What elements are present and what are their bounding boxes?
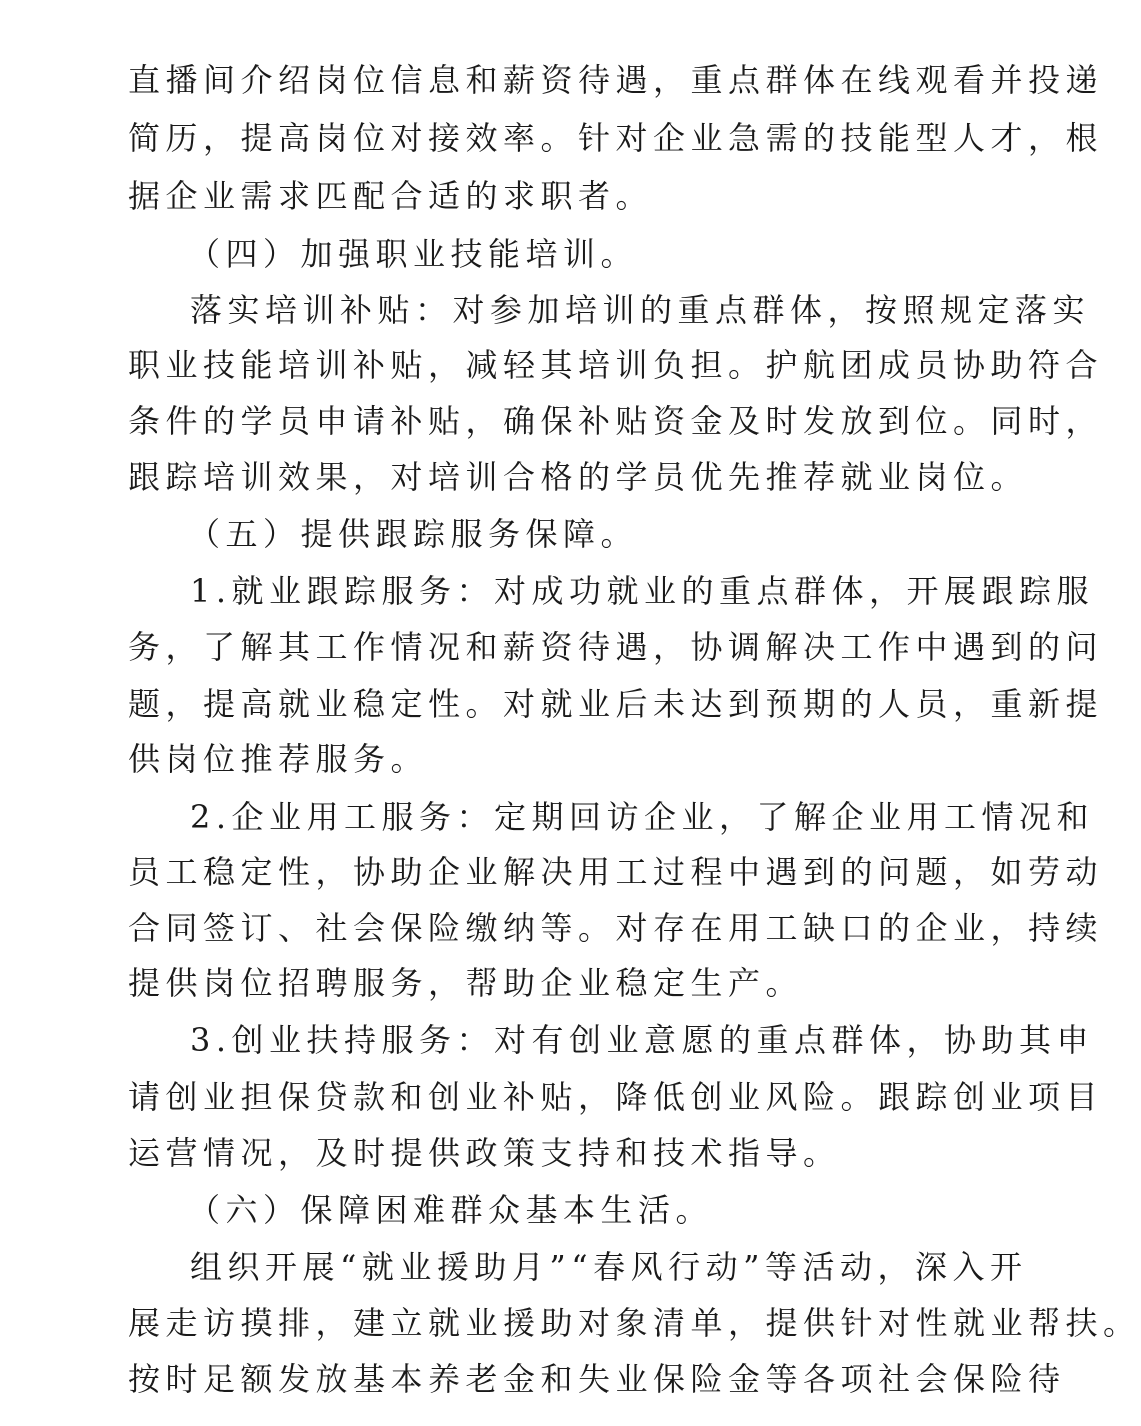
text-line: 员工稳定性，协助企业解决用工过程中遇到的问题，如劳动 [128,853,1104,891]
text-line: 跟踪培训效果，对培训合格的学员优先推荐就业岗位。 [128,458,1029,496]
paragraph-start: 3.创业扶持服务：对有创业意愿的重点群体，协助其申 [190,1021,1095,1059]
text-line: 展走访摸排，建立就业援助对象清单，提供针对性就业帮扶。 [128,1304,1141,1342]
paragraph-start: 2.企业用工服务：定期回访企业，了解企业用工情况和 [190,798,1095,836]
text-line: 据企业需求匹配合适的求职者。 [128,177,654,215]
text-line: 务，了解其工作情况和薪资待遇，协调解决工作中遇到的问 [128,628,1104,666]
text-line: 请创业担保贷款和创业补贴，降低创业风险。跟踪创业项目 [128,1078,1104,1116]
text-line: 条件的学员申请补贴，确保补贴资金及时发放到位。同时， [128,402,1104,440]
text-line: 职业技能培训补贴，减轻其培训负担。护航团成员协助符合 [128,346,1104,384]
text-line: 题，提高就业稳定性。对就业后未达到预期的人员，重新提 [128,685,1104,723]
paragraph-start: 组织开展“就业援助月”“春风行动”等活动，深入开 [190,1248,1028,1286]
text-line: 供岗位推荐服务。 [128,740,429,778]
text-line: 按时足额发放基本养老金和失业保险金等各项社会保险待 [128,1360,1066,1398]
paragraph-start: 1.就业跟踪服务：对成功就业的重点群体，开展跟踪服 [190,572,1095,610]
section-heading-6: （六）保障困难群众基本生活。 [188,1191,714,1229]
text-line: 合同签订、社会保险缴纳等。对存在用工缺口的企业，持续 [128,909,1104,947]
paragraph-start: 落实培训补贴：对参加培训的重点群体，按照规定落实 [190,291,1091,329]
section-heading-5: （五）提供跟踪服务保障。 [188,515,639,553]
section-heading-4: （四）加强职业技能培训。 [188,235,639,273]
text-line: 运营情况，及时提供政策支持和技术指导。 [128,1134,841,1172]
text-line: 简历，提高岗位对接效率。针对企业急需的技能型人才，根 [128,119,1104,157]
text-line: 提供岗位招聘服务，帮助企业稳定生产。 [128,964,804,1002]
text-line: 直播间介绍岗位信息和薪资待遇，重点群体在线观看并投递 [128,61,1104,99]
